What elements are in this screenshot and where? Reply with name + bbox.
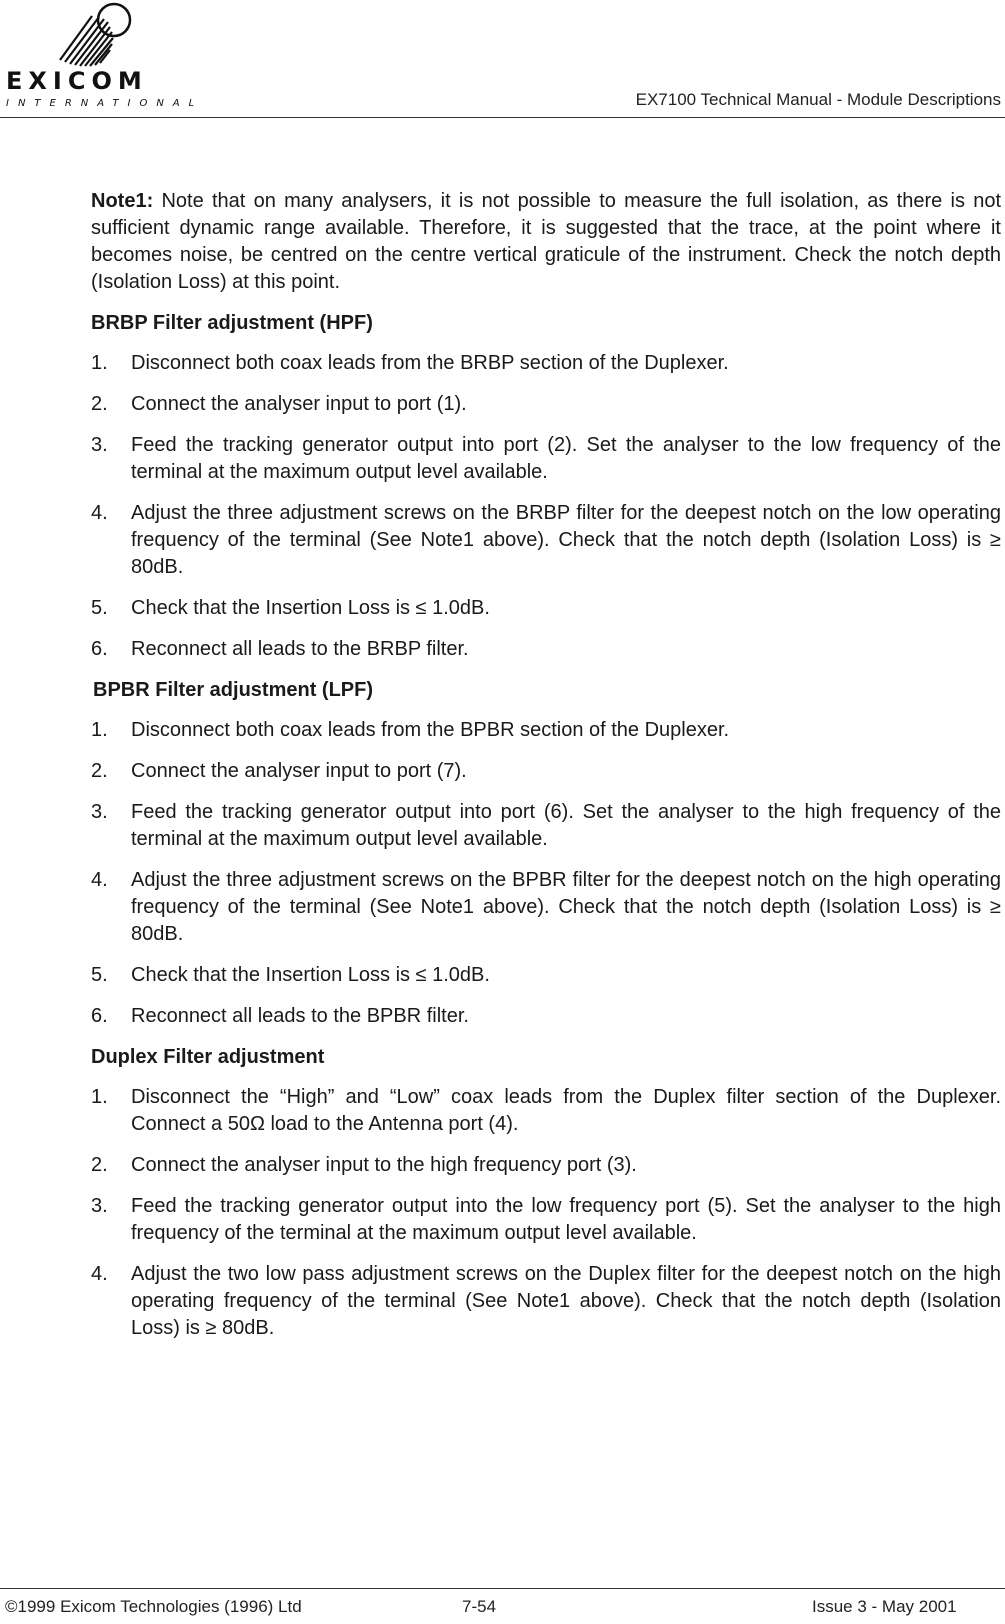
list-item: 1. Disconnect the “High” and “Low” coax leads from the Duplex filter section of the Duplexer. Connect a 50Ω load to the Antenna port (4). (91, 1086, 1001, 1135)
list-item: 3. Feed the tracking generator output into port (2). Set the analyser to the low frequency of the terminal at the maximum output level available. (91, 434, 1001, 483)
list-item: 4. Adjust the two low pass adjustment screws on the Duplex filter for the deepest notch on the high operating frequency of the terminal (See Note1 above). Check that the notch depth (Isolation Loss) is ≥ 80dB. (91, 1263, 1001, 1339)
list-item: 1. Disconnect both coax leads from the BPBR section of the Duplexer. (91, 719, 730, 741)
bpbr-steps (91, 717, 1001, 1030)
list-item: 2. Connect the analyser input to the high frequency port (3). (91, 1154, 637, 1176)
list-item: 1. Disconnect both coax leads from the BRBP section of the Duplexer. (91, 352, 729, 374)
list-item: 5. Check that the Insertion Loss is ≤ 1.0dB. (91, 964, 490, 986)
footer-page-number: 7-54 (462, 1597, 497, 1616)
list-item: 2. Connect the analyser input to port (7). (91, 760, 467, 782)
list-item: 3. Feed the tracking generator output into port (6). Set the analyser to the high frequency of the terminal at the maximum output level available. (91, 801, 1001, 850)
section-heading-brbp: BRBP Filter adjustment (HPF) (91, 312, 373, 334)
document-title: EX7100 Technical Manual - Module Descriptions (635, 90, 1001, 109)
page-header (0, 0, 1005, 118)
logo-wordmark: EXICOM (6, 67, 148, 95)
list-item: 5. Check that the Insertion Loss is ≤ 1.0dB. (91, 597, 490, 619)
section-heading-duplex: Duplex Filter adjustment (91, 1046, 325, 1068)
list-item: 4. Adjust the three adjustment screws on the BRBP filter for the deepest notch on the low operating frequency of the terminal (See Note1 above). Check that the notch depth (Isolation Loss) is ≥ 80dB. (91, 502, 1001, 578)
logo-subtitle: INTERNATIONAL (6, 98, 204, 109)
page-body (91, 188, 1001, 1356)
list-item: 4. Adjust the three adjustment screws on the BPBR filter for the deepest notch on the high operating frequency of the terminal (See Note1 above). Check that the notch depth (Isolation Loss) is ≥ 80dB. (91, 869, 1001, 945)
section-heading-bpbr: BPBR Filter adjustment (LPF) (93, 679, 374, 701)
list-item: 3. Feed the tracking generator output into the low frequency port (5). Set the analyser to the high frequency of the terminal at the maximum output level available. (91, 1195, 1001, 1244)
brbp-steps (91, 350, 1001, 663)
footer-issue: Issue 3 - May 2001 (812, 1597, 957, 1616)
footer-divider (0, 1588, 1005, 1589)
note-text: Note that on many analysers, it is not possible to measure the full isolation, as there is not sufficient dynamic range available. Therefore, it is suggested that the trace, at the point where it becomes noise, be centred on the centre vertical graticule of the instrument. Check the notch depth (Isolation Loss) at this point. (91, 190, 1001, 293)
list-item: 2. Connect the analyser input to port (1). (91, 393, 467, 415)
list-item: 6. Reconnect all leads to the BPBR filter. (91, 1005, 469, 1027)
note-label: Note1: (91, 190, 154, 212)
duplex-steps (91, 1084, 1001, 1342)
header-divider (0, 117, 1005, 118)
footer-copyright: ©1999 Exicom Technologies (1996) Ltd (5, 1597, 302, 1616)
exicom-logo (4, 2, 204, 110)
note-paragraph (91, 188, 1001, 296)
list-item: 6. Reconnect all leads to the BRBP filter. (91, 638, 469, 660)
